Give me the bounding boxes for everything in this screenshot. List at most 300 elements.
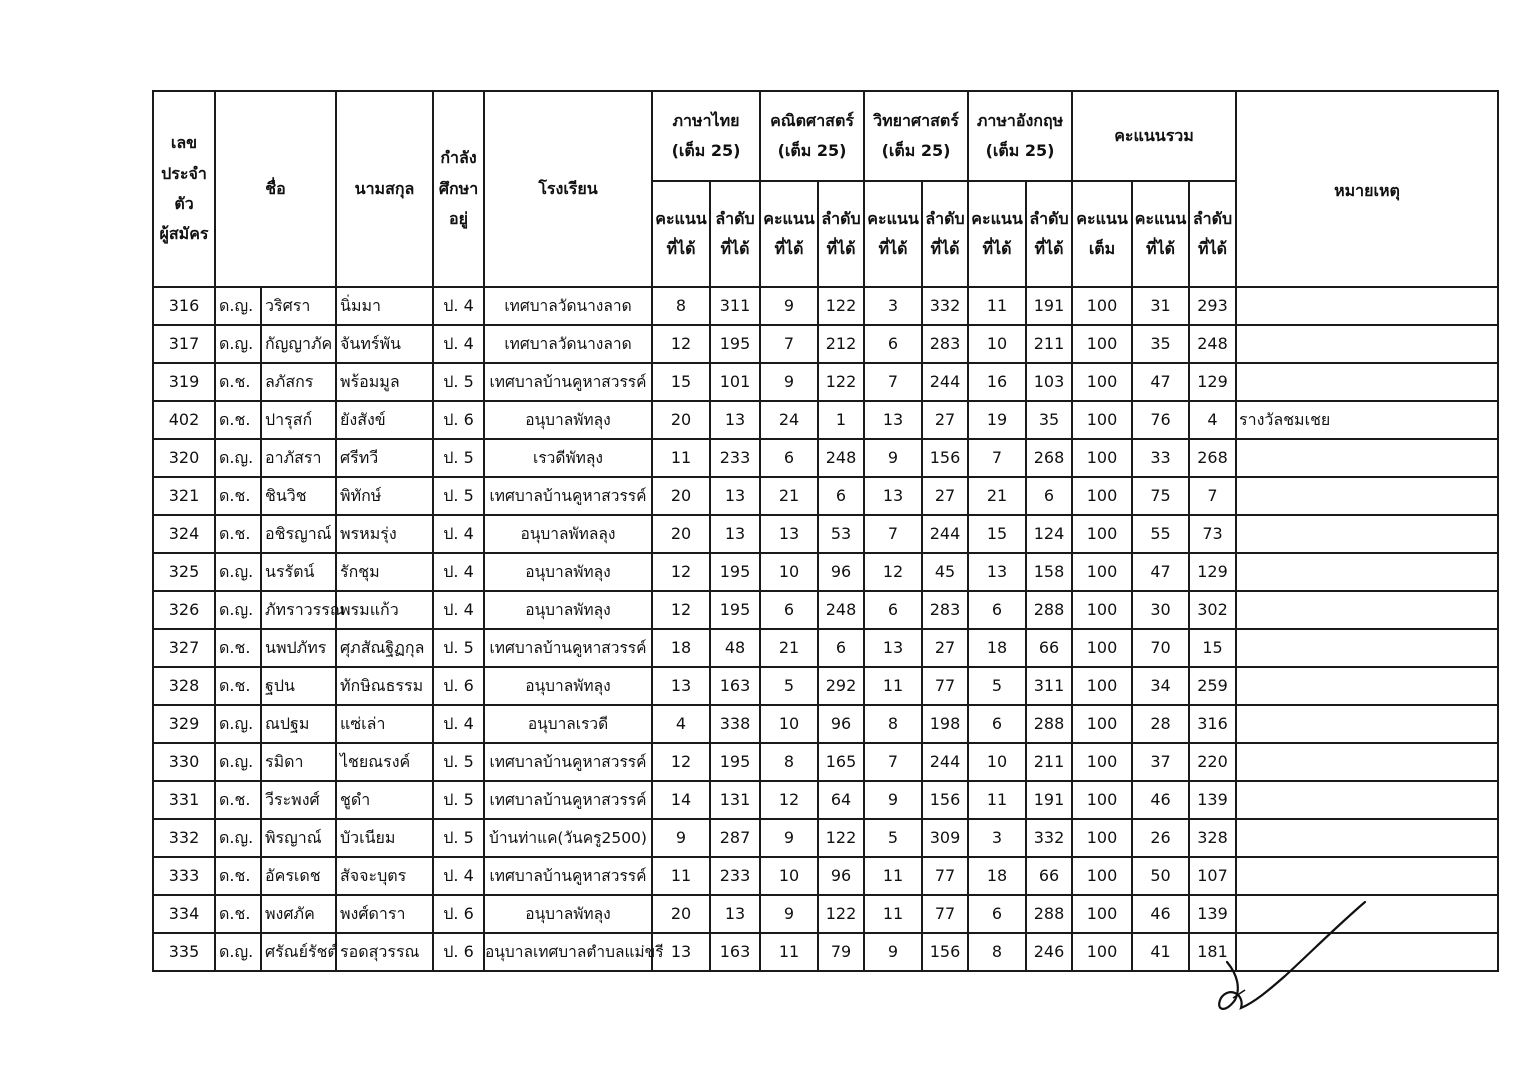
cell-total-rank: 328 <box>1189 819 1236 857</box>
cell-school: เรวดีพัทลุง <box>484 439 652 477</box>
cell-full-score: 100 <box>1072 857 1132 895</box>
cell-math-score: 7 <box>760 325 818 363</box>
cell-full-score: 100 <box>1072 705 1132 743</box>
cell-surname: พงศ์ดารา <box>336 895 433 933</box>
cell-grade: ป. 4 <box>433 705 484 743</box>
header-score-got: คะแนน ที่ได้ <box>760 181 818 287</box>
cell-thai-score: 20 <box>652 401 710 439</box>
cell-science-score: 7 <box>864 743 922 781</box>
cell-prefix: ด.ช. <box>215 515 261 553</box>
cell-math-rank: 6 <box>818 629 864 667</box>
cell-surname: พรมแก้ว <box>336 591 433 629</box>
cell-thai-score: 14 <box>652 781 710 819</box>
cell-surname: ชูดำ <box>336 781 433 819</box>
cell-math-rank: 64 <box>818 781 864 819</box>
cell-thai-score: 4 <box>652 705 710 743</box>
cell-total-score: 34 <box>1132 667 1189 705</box>
cell-english-rank: 66 <box>1026 629 1072 667</box>
cell-science-score: 11 <box>864 667 922 705</box>
cell-math-score: 11 <box>760 933 818 971</box>
cell-applicant-id: 331 <box>153 781 215 819</box>
header-surname: นามสกุล <box>336 91 433 287</box>
cell-english-rank: 103 <box>1026 363 1072 401</box>
cell-science-rank: 283 <box>922 325 968 363</box>
cell-total-rank: 7 <box>1189 477 1236 515</box>
cell-remark: รางวัลชมเชย <box>1236 401 1498 439</box>
cell-applicant-id: 316 <box>153 287 215 325</box>
cell-thai-rank: 311 <box>710 287 760 325</box>
cell-applicant-id: 334 <box>153 895 215 933</box>
cell-full-score: 100 <box>1072 933 1132 971</box>
cell-applicant-id: 327 <box>153 629 215 667</box>
cell-thai-rank: 131 <box>710 781 760 819</box>
cell-thai-score: 20 <box>652 895 710 933</box>
table-row <box>153 629 1498 667</box>
cell-full-score: 100 <box>1072 667 1132 705</box>
cell-school: อนุบาลพัทลุง <box>484 591 652 629</box>
cell-grade: ป. 6 <box>433 933 484 971</box>
cell-math-score: 13 <box>760 515 818 553</box>
cell-thai-rank: 233 <box>710 439 760 477</box>
table-row <box>153 667 1498 705</box>
cell-math-rank: 248 <box>818 439 864 477</box>
cell-grade: ป. 6 <box>433 667 484 705</box>
cell-full-score: 100 <box>1072 553 1132 591</box>
cell-total-rank: 129 <box>1189 553 1236 591</box>
cell-remark <box>1236 591 1498 629</box>
cell-thai-score: 12 <box>652 743 710 781</box>
cell-english-rank: 158 <box>1026 553 1072 591</box>
cell-total-rank: 181 <box>1189 933 1236 971</box>
cell-full-score: 100 <box>1072 287 1132 325</box>
cell-school: บ้านท่าแค(วันครู2500) <box>484 819 652 857</box>
cell-school: เทศบาลบ้านคูหาสวรรค์ <box>484 743 652 781</box>
cell-first-name: อาภัสรา <box>261 439 336 477</box>
cell-first-name: ปารุสก์ <box>261 401 336 439</box>
cell-school: เทศบาลบ้านคูหาสวรรค์ <box>484 629 652 667</box>
cell-science-rank: 156 <box>922 781 968 819</box>
cell-math-rank: 212 <box>818 325 864 363</box>
cell-math-score: 12 <box>760 781 818 819</box>
table-header <box>153 91 1498 287</box>
cell-total-rank: 220 <box>1189 743 1236 781</box>
cell-remark <box>1236 363 1498 401</box>
cell-thai-score: 18 <box>652 629 710 667</box>
cell-prefix: ด.ญ. <box>215 287 261 325</box>
cell-science-score: 8 <box>864 705 922 743</box>
cell-thai-rank: 13 <box>710 515 760 553</box>
cell-surname: ไชยณรงค์ <box>336 743 433 781</box>
cell-science-score: 6 <box>864 591 922 629</box>
cell-prefix: ด.ญ. <box>215 591 261 629</box>
cell-school: อนุบาลพัทลุง <box>484 553 652 591</box>
cell-school: อนุบาลพัทลุง <box>484 401 652 439</box>
cell-math-rank: 122 <box>818 363 864 401</box>
cell-grade: ป. 5 <box>433 363 484 401</box>
cell-science-score: 9 <box>864 781 922 819</box>
cell-first-name: ศรัณย์รัชต์ <box>261 933 336 971</box>
cell-applicant-id: 330 <box>153 743 215 781</box>
cell-surname: พรหมรุ่ง <box>336 515 433 553</box>
cell-school: เทศบาลบ้านคูหาสวรรค์ <box>484 857 652 895</box>
header-total: คะแนนรวม <box>1072 91 1236 181</box>
table-row <box>153 363 1498 401</box>
cell-english-score: 5 <box>968 667 1026 705</box>
cell-english-score: 15 <box>968 515 1026 553</box>
cell-first-name: วริศรา <box>261 287 336 325</box>
cell-math-score: 9 <box>760 363 818 401</box>
cell-remark <box>1236 439 1498 477</box>
cell-science-rank: 244 <box>922 743 968 781</box>
cell-grade: ป. 5 <box>433 819 484 857</box>
cell-remark <box>1236 629 1498 667</box>
cell-thai-score: 20 <box>652 515 710 553</box>
cell-total-score: 33 <box>1132 439 1189 477</box>
cell-math-rank: 122 <box>818 287 864 325</box>
header-score-got: คะแนน ที่ได้ <box>968 181 1026 287</box>
cell-prefix: ด.ช. <box>215 401 261 439</box>
cell-english-score: 6 <box>968 591 1026 629</box>
header-first-name: ชื่อ <box>215 91 336 287</box>
cell-english-rank: 124 <box>1026 515 1072 553</box>
cell-math-rank: 165 <box>818 743 864 781</box>
cell-remark <box>1236 287 1498 325</box>
cell-prefix: ด.ญ. <box>215 439 261 477</box>
cell-thai-rank: 13 <box>710 401 760 439</box>
header-rank-got: ลำดับ ที่ได้ <box>922 181 968 287</box>
cell-remark <box>1236 553 1498 591</box>
cell-science-score: 13 <box>864 477 922 515</box>
cell-thai-rank: 13 <box>710 895 760 933</box>
cell-math-score: 21 <box>760 629 818 667</box>
cell-school: อนุบาลพัทลุง <box>484 667 652 705</box>
cell-english-rank: 332 <box>1026 819 1072 857</box>
cell-grade: ป. 5 <box>433 743 484 781</box>
cell-school: เทศบาลบ้านคูหาสวรรค์ <box>484 477 652 515</box>
cell-first-name: ณปฐม <box>261 705 336 743</box>
cell-applicant-id: 325 <box>153 553 215 591</box>
cell-surname: ศรีทวี <box>336 439 433 477</box>
header-rank-got: ลำดับ ที่ได้ <box>818 181 864 287</box>
cell-applicant-id: 335 <box>153 933 215 971</box>
cell-applicant-id: 320 <box>153 439 215 477</box>
table-row <box>153 819 1498 857</box>
cell-total-score: 35 <box>1132 325 1189 363</box>
cell-total-score: 47 <box>1132 553 1189 591</box>
cell-full-score: 100 <box>1072 325 1132 363</box>
cell-surname: รอดสุวรรณ <box>336 933 433 971</box>
cell-english-rank: 311 <box>1026 667 1072 705</box>
header-score-got: คะแนน ที่ได้ <box>1132 181 1189 287</box>
cell-thai-score: 11 <box>652 439 710 477</box>
cell-english-score: 13 <box>968 553 1026 591</box>
cell-total-rank: 139 <box>1189 781 1236 819</box>
cell-thai-score: 13 <box>652 667 710 705</box>
cell-total-score: 55 <box>1132 515 1189 553</box>
cell-english-rank: 191 <box>1026 781 1072 819</box>
cell-school: เทศบาลบ้านคูหาสวรรค์ <box>484 363 652 401</box>
cell-science-score: 5 <box>864 819 922 857</box>
cell-school: เทศบาลบ้านคูหาสวรรค์ <box>484 781 652 819</box>
cell-total-rank: 259 <box>1189 667 1236 705</box>
cell-applicant-id: 329 <box>153 705 215 743</box>
score-table <box>152 90 1499 972</box>
cell-first-name: อชิรญาณ์ <box>261 515 336 553</box>
cell-total-score: 37 <box>1132 743 1189 781</box>
cell-total-score: 70 <box>1132 629 1189 667</box>
cell-prefix: ด.ช. <box>215 857 261 895</box>
table-row <box>153 515 1498 553</box>
header-rank-got: ลำดับ ที่ได้ <box>710 181 760 287</box>
cell-total-score: 31 <box>1132 287 1189 325</box>
cell-thai-rank: 163 <box>710 667 760 705</box>
cell-thai-rank: 101 <box>710 363 760 401</box>
cell-math-score: 24 <box>760 401 818 439</box>
table-row <box>153 287 1498 325</box>
cell-math-score: 9 <box>760 819 818 857</box>
cell-total-rank: 129 <box>1189 363 1236 401</box>
table-row <box>153 781 1498 819</box>
cell-total-rank: 293 <box>1189 287 1236 325</box>
cell-science-score: 9 <box>864 439 922 477</box>
cell-math-rank: 248 <box>818 591 864 629</box>
cell-thai-rank: 48 <box>710 629 760 667</box>
table-row <box>153 591 1498 629</box>
cell-science-score: 6 <box>864 325 922 363</box>
cell-total-rank: 73 <box>1189 515 1236 553</box>
cell-thai-score: 11 <box>652 857 710 895</box>
cell-surname: สัจจะบุตร <box>336 857 433 895</box>
cell-total-rank: 248 <box>1189 325 1236 363</box>
cell-math-score: 9 <box>760 287 818 325</box>
cell-english-rank: 211 <box>1026 743 1072 781</box>
cell-applicant-id: 402 <box>153 401 215 439</box>
cell-first-name: รมิดา <box>261 743 336 781</box>
cell-prefix: ด.ช. <box>215 363 261 401</box>
cell-total-rank: 15 <box>1189 629 1236 667</box>
header-subject-science: วิทยาศาสตร์ (เต็ม 25) <box>864 91 968 181</box>
cell-first-name: ฐปน <box>261 667 336 705</box>
cell-first-name: อัครเดช <box>261 857 336 895</box>
cell-science-score: 7 <box>864 363 922 401</box>
cell-english-rank: 268 <box>1026 439 1072 477</box>
cell-thai-score: 12 <box>652 553 710 591</box>
cell-thai-rank: 13 <box>710 477 760 515</box>
cell-remark <box>1236 705 1498 743</box>
table-row <box>153 439 1498 477</box>
cell-science-rank: 77 <box>922 895 968 933</box>
cell-grade: ป. 4 <box>433 325 484 363</box>
cell-science-score: 7 <box>864 515 922 553</box>
header-id: เลข ประจำ ตัว ผู้สมัคร <box>153 91 215 287</box>
cell-total-rank: 139 <box>1189 895 1236 933</box>
cell-math-score: 8 <box>760 743 818 781</box>
cell-thai-score: 15 <box>652 363 710 401</box>
signature-mark <box>1205 890 1385 1020</box>
cell-science-rank: 332 <box>922 287 968 325</box>
cell-english-score: 10 <box>968 325 1026 363</box>
cell-remark <box>1236 781 1498 819</box>
cell-math-rank: 96 <box>818 705 864 743</box>
cell-english-rank: 288 <box>1026 895 1072 933</box>
header-remark: หมายเหตุ <box>1236 91 1498 287</box>
cell-prefix: ด.ช. <box>215 629 261 667</box>
cell-english-rank: 6 <box>1026 477 1072 515</box>
cell-thai-score: 13 <box>652 933 710 971</box>
cell-full-score: 100 <box>1072 401 1132 439</box>
cell-science-score: 3 <box>864 287 922 325</box>
cell-total-rank: 268 <box>1189 439 1236 477</box>
cell-applicant-id: 326 <box>153 591 215 629</box>
cell-thai-rank: 195 <box>710 325 760 363</box>
cell-science-rank: 156 <box>922 439 968 477</box>
table-row <box>153 705 1498 743</box>
header-school: โรงเรียน <box>484 91 652 287</box>
cell-science-rank: 244 <box>922 515 968 553</box>
cell-math-score: 5 <box>760 667 818 705</box>
cell-english-score: 6 <box>968 895 1026 933</box>
cell-school: เทศบาลวัดนางลาด <box>484 287 652 325</box>
cell-grade: ป. 4 <box>433 287 484 325</box>
cell-total-score: 41 <box>1132 933 1189 971</box>
cell-full-score: 100 <box>1072 477 1132 515</box>
cell-science-score: 11 <box>864 857 922 895</box>
cell-surname: พิทักษ์ <box>336 477 433 515</box>
cell-remark <box>1236 819 1498 857</box>
cell-english-rank: 288 <box>1026 591 1072 629</box>
cell-total-rank: 316 <box>1189 705 1236 743</box>
cell-applicant-id: 328 <box>153 667 215 705</box>
cell-applicant-id: 319 <box>153 363 215 401</box>
table-row <box>153 743 1498 781</box>
cell-remark <box>1236 743 1498 781</box>
header-grade: กำลัง ศึกษา อยู่ <box>433 91 484 287</box>
cell-total-score: 75 <box>1132 477 1189 515</box>
cell-first-name: พิรญาณ์ <box>261 819 336 857</box>
cell-math-score: 6 <box>760 439 818 477</box>
cell-math-rank: 96 <box>818 857 864 895</box>
cell-science-rank: 156 <box>922 933 968 971</box>
cell-english-score: 19 <box>968 401 1026 439</box>
cell-math-score: 10 <box>760 857 818 895</box>
cell-remark <box>1236 515 1498 553</box>
cell-applicant-id: 317 <box>153 325 215 363</box>
header-subject-english: ภาษาอังกฤษ (เต็ม 25) <box>968 91 1072 181</box>
cell-grade: ป. 4 <box>433 515 484 553</box>
cell-full-score: 100 <box>1072 439 1132 477</box>
cell-math-rank: 122 <box>818 895 864 933</box>
cell-school: อนุบาลเรวดี <box>484 705 652 743</box>
cell-surname: บัวเนียม <box>336 819 433 857</box>
cell-thai-rank: 338 <box>710 705 760 743</box>
cell-total-rank: 4 <box>1189 401 1236 439</box>
cell-surname: พร้อมมูล <box>336 363 433 401</box>
cell-grade: ป. 5 <box>433 629 484 667</box>
cell-grade: ป. 5 <box>433 477 484 515</box>
cell-thai-score: 20 <box>652 477 710 515</box>
cell-math-rank: 53 <box>818 515 864 553</box>
cell-prefix: ด.ญ. <box>215 933 261 971</box>
cell-thai-score: 9 <box>652 819 710 857</box>
cell-english-score: 11 <box>968 287 1026 325</box>
cell-total-score: 46 <box>1132 781 1189 819</box>
header-subject-thai: ภาษาไทย (เต็ม 25) <box>652 91 760 181</box>
cell-thai-rank: 195 <box>710 553 760 591</box>
cell-math-score: 6 <box>760 591 818 629</box>
cell-science-score: 13 <box>864 401 922 439</box>
table-row <box>153 477 1498 515</box>
cell-science-rank: 309 <box>922 819 968 857</box>
cell-grade: ป. 5 <box>433 439 484 477</box>
cell-surname: จันทร์พัน <box>336 325 433 363</box>
cell-applicant-id: 324 <box>153 515 215 553</box>
cell-english-rank: 246 <box>1026 933 1072 971</box>
cell-english-rank: 66 <box>1026 857 1072 895</box>
cell-grade: ป. 4 <box>433 553 484 591</box>
cell-english-score: 11 <box>968 781 1026 819</box>
cell-science-rank: 27 <box>922 629 968 667</box>
cell-math-rank: 79 <box>818 933 864 971</box>
cell-total-rank: 302 <box>1189 591 1236 629</box>
cell-full-score: 100 <box>1072 363 1132 401</box>
cell-full-score: 100 <box>1072 895 1132 933</box>
cell-english-score: 6 <box>968 705 1026 743</box>
cell-prefix: ด.ญ. <box>215 553 261 591</box>
cell-english-rank: 288 <box>1026 705 1072 743</box>
cell-total-score: 28 <box>1132 705 1189 743</box>
cell-full-score: 100 <box>1072 515 1132 553</box>
cell-science-score: 12 <box>864 553 922 591</box>
cell-english-score: 8 <box>968 933 1026 971</box>
header-subject-math: คณิตศาสตร์ (เต็ม 25) <box>760 91 864 181</box>
score-sheet <box>152 90 1497 972</box>
table-body <box>153 287 1498 971</box>
header-score-got: คะแนน ที่ได้ <box>652 181 710 287</box>
header-score-got: คะแนน ที่ได้ <box>864 181 922 287</box>
table-row <box>153 325 1498 363</box>
cell-prefix: ด.ญ. <box>215 819 261 857</box>
cell-surname: รักชุม <box>336 553 433 591</box>
cell-english-score: 10 <box>968 743 1026 781</box>
cell-first-name: พงศภัค <box>261 895 336 933</box>
cell-science-score: 11 <box>864 895 922 933</box>
cell-grade: ป. 6 <box>433 895 484 933</box>
cell-first-name: ลภัสกร <box>261 363 336 401</box>
cell-remark <box>1236 477 1498 515</box>
cell-science-rank: 27 <box>922 477 968 515</box>
cell-math-rank: 6 <box>818 477 864 515</box>
cell-full-score: 100 <box>1072 781 1132 819</box>
cell-surname: นิ่มมา <box>336 287 433 325</box>
cell-math-score: 21 <box>760 477 818 515</box>
cell-math-rank: 96 <box>818 553 864 591</box>
cell-remark <box>1236 325 1498 363</box>
cell-thai-rank: 163 <box>710 933 760 971</box>
cell-thai-rank: 195 <box>710 743 760 781</box>
cell-total-score: 76 <box>1132 401 1189 439</box>
header-rank-got: ลำดับ ที่ได้ <box>1026 181 1072 287</box>
table-row <box>153 553 1498 591</box>
cell-math-rank: 292 <box>818 667 864 705</box>
cell-surname: แซ่เล่า <box>336 705 433 743</box>
cell-english-score: 7 <box>968 439 1026 477</box>
cell-school: อนุบาลเทศบาลตำบลแม่ขรี <box>484 933 652 971</box>
cell-english-score: 3 <box>968 819 1026 857</box>
cell-full-score: 100 <box>1072 819 1132 857</box>
cell-total-score: 26 <box>1132 819 1189 857</box>
cell-english-score: 18 <box>968 629 1026 667</box>
cell-english-rank: 211 <box>1026 325 1072 363</box>
